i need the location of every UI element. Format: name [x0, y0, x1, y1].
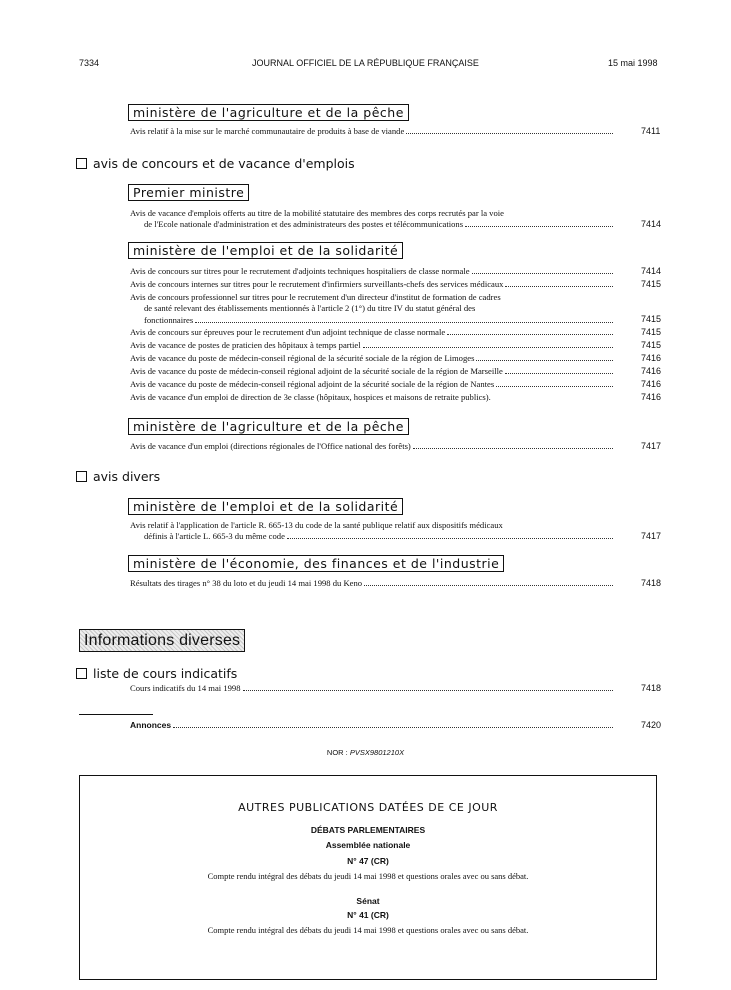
toc-entry[interactable]: Avis de concours sur épreuves pour le recrutement d'un adjoint technique de classe normale — [130, 327, 615, 338]
assemblee-issue: N° 47 (CR) — [347, 856, 389, 866]
annonces-entry[interactable]: Annonces — [130, 720, 615, 731]
toc-page-number: 7415 — [641, 340, 662, 350]
ministry-heading: ministère de l'emploi et de la solidarité — [128, 242, 403, 259]
toc-entry[interactable]: Avis de vacance du poste de médecin-conseil régional adjoint de la sécurité sociale de la région de Marseille — [130, 366, 615, 377]
assemblee-description: Compte rendu intégral des débats du jeudi 14 mai 1998 et questions orales avec ou sans débat. — [207, 871, 529, 881]
toc-entry[interactable]: Avis de concours internes sur titres pour le recrutement d'infirmiers surveillants-chefs des services médicaux — [130, 279, 615, 290]
ministry-heading: Premier ministre — [128, 184, 249, 201]
toc-page-number: 7415 — [641, 279, 662, 289]
toc-page-number: 7414 — [641, 219, 662, 229]
publications-title: AUTRES PUBLICATIONS DATÉES DE CE JOUR — [238, 801, 498, 814]
toc-page-number: 7414 — [641, 266, 662, 276]
toc-page-number: 7417 — [641, 441, 662, 451]
toc-page-number: 7418 — [641, 683, 662, 693]
toc-entry[interactable]: Résultats des tirages n° 38 du loto et du jeudi 14 mai 1998 du Keno — [130, 578, 615, 589]
toc-entry[interactable]: Avis de concours professionnel sur titres pour le recrutement d'un directeur d'institut de formation de cadres de santé relevant des établissements mentionnés à l'article 2 (1°) du titre IV du statut général des fonctionnaires — [130, 292, 615, 326]
toc-page-number: 7416 — [641, 392, 662, 402]
toc-entry[interactable]: Avis de concours sur titres pour le recrutement d'adjoints techniques hospitaliers de classe normale — [130, 266, 615, 277]
senat-description: Compte rendu intégral des débats du jeudi 14 mai 1998 et questions orales avec ou sans débat. — [207, 925, 529, 935]
annonces-page-number: 7420 — [641, 720, 662, 730]
section-title-cours: liste de cours indicatifs — [76, 666, 237, 681]
toc-page-number: 7411 — [641, 126, 661, 136]
toc-entry[interactable]: Avis de vacance du poste de médecin-conseil régional adjoint de la sécurité sociale de la région de Nantes — [130, 379, 615, 390]
toc-page-number: 7416 — [641, 353, 662, 363]
section-title-concours: avis de concours et de vacance d'emplois — [76, 156, 355, 171]
toc-page-number: 7415 — [641, 314, 662, 324]
toc-page-number: 7415 — [641, 327, 662, 337]
publications-box — [79, 775, 657, 980]
debats-heading: DÉBATS PARLEMENTAIRES — [310, 825, 426, 835]
toc-entry[interactable]: Avis de vacance d'un emploi de direction de 3e classe (hôpitaux, hospices et maisons de retraite publics). — [130, 392, 491, 402]
section-title-divers: avis divers — [76, 469, 160, 484]
toc-entry[interactable]: Avis de vacance de postes de praticien des hôpitaux à temps partiel — [130, 340, 615, 351]
ministry-heading: ministère de l'emploi et de la solidarité — [128, 498, 403, 515]
toc-entry[interactable]: Avis relatif à la mise sur le marché communautaire de produits à base de viande — [130, 126, 615, 137]
toc-page-number: 7416 — [641, 366, 662, 376]
page-number: 7334 — [79, 58, 100, 68]
informations-banner: Informations diverses — [79, 629, 245, 652]
ministry-heading: ministère de l'agriculture et de la pêche — [128, 418, 409, 435]
toc-entry[interactable]: Avis de vacance d'un emploi (directions régionales de l'Office national des forêts) — [130, 441, 615, 452]
checkbox-square-icon — [76, 668, 87, 679]
toc-entry[interactable]: Cours indicatifs du 14 mai 1998 — [130, 683, 615, 694]
toc-entry[interactable]: Avis relatif à l'application de l'article R. 665-13 du code de la santé publique relatif aux dispositifs médicaux définis à l'article L. 665-3 du même code — [130, 520, 615, 543]
nor-reference: NOR : PVSX9801210X — [326, 748, 405, 757]
journal-title: JOURNAL OFFICIEL DE LA RÉPUBLIQUE FRANÇAISE — [252, 58, 479, 68]
checkbox-square-icon — [76, 158, 87, 169]
issue-date: 15 mai 1998 — [608, 58, 658, 68]
assemblee-heading: Assemblée nationale — [325, 840, 411, 850]
toc-page-number: 7416 — [641, 379, 662, 389]
toc-entry[interactable]: Avis de vacance du poste de médecin-conseil régional de la sécurité sociale de la région de Limoges — [130, 353, 615, 364]
ministry-heading: ministère de l'économie, des finances et de l'industrie — [128, 555, 504, 572]
toc-entry[interactable]: Avis de vacance d'emplois offerts au titre de la mobilité statutaire des membres des corps recrutés par la voie de l'Ecole nationale d'administration et des administrateurs des postes et télécommunications — [130, 208, 615, 231]
toc-page-number: 7418 — [641, 578, 662, 588]
senat-issue: N° 41 (CR) — [347, 910, 389, 920]
ministry-heading: ministère de l'agriculture et de la pêche — [128, 104, 409, 121]
divider — [79, 714, 153, 715]
toc-page-number: 7417 — [641, 531, 662, 541]
senat-heading: Sénat — [356, 896, 380, 906]
checkbox-square-icon — [76, 471, 87, 482]
